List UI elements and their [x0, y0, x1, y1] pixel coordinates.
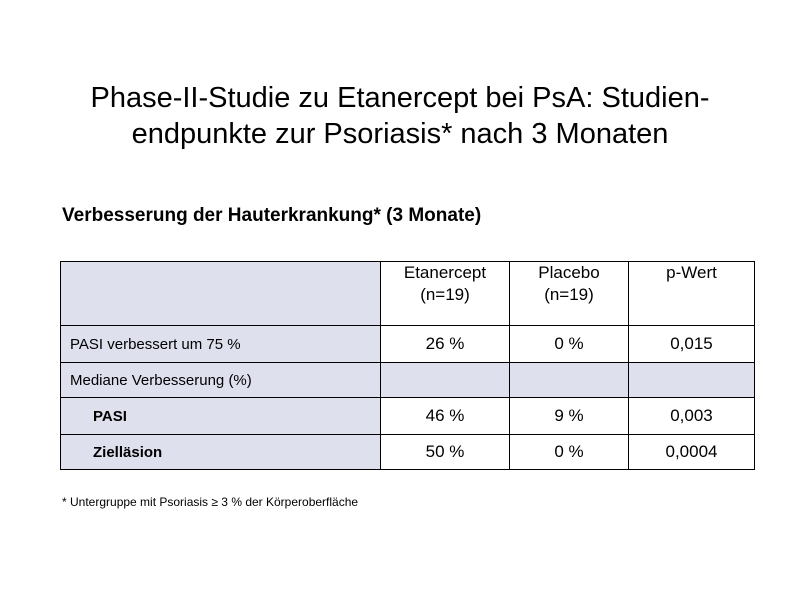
header-cell-etanercept [381, 262, 510, 326]
table-row [61, 363, 755, 398]
header-etanercept-n: (n=19) [420, 285, 470, 304]
slide-title [40, 80, 760, 152]
etanercept-value [381, 363, 510, 398]
placebo-value [510, 363, 629, 398]
header-etanercept-name: Etanercept [403, 263, 487, 282]
p-value [629, 363, 755, 398]
placebo-value: 0 % [510, 326, 629, 363]
row-label: Mediane Verbesserung (%) [61, 363, 381, 398]
p-value: 0,003 [629, 398, 755, 435]
slide-title-line-2: endpunkte zur Psoriasis* nach 3 Monaten [131, 118, 669, 150]
table-row [61, 398, 755, 435]
etanercept-value: 26 % [381, 326, 510, 363]
slide-title-line-1: Phase-II-Studie zu Etanercept bei PsA: Studien- [90, 82, 710, 114]
table-heading: Verbesserung der Hauterkrankung* (3 Monate) [62, 205, 482, 226]
etanercept-value: 46 % [381, 398, 510, 435]
table-header-row [61, 262, 755, 326]
results-table [60, 261, 755, 470]
header-cell-placebo [510, 262, 629, 326]
etanercept-value: 50 % [381, 435, 510, 470]
placebo-value: 0 % [510, 435, 629, 470]
p-value: 0,0004 [629, 435, 755, 470]
row-label: PASI verbessert um 75 % [61, 326, 381, 363]
header-cell-empty [61, 262, 381, 326]
row-label: PASI [61, 398, 381, 435]
footnote: * Untergruppe mit Psoriasis ≥ 3 % der Körperoberfläche [62, 495, 359, 509]
row-label: Zielläsion [61, 435, 381, 470]
placebo-value: 9 % [510, 398, 629, 435]
table-row [61, 435, 755, 470]
header-placebo-n: (n=19) [544, 285, 594, 304]
p-value: 0,015 [629, 326, 755, 363]
header-placebo-name: Placebo [538, 263, 600, 282]
header-cell-p-value [629, 262, 755, 326]
table-row [61, 326, 755, 363]
header-p-value-label: p-Wert [666, 263, 717, 282]
